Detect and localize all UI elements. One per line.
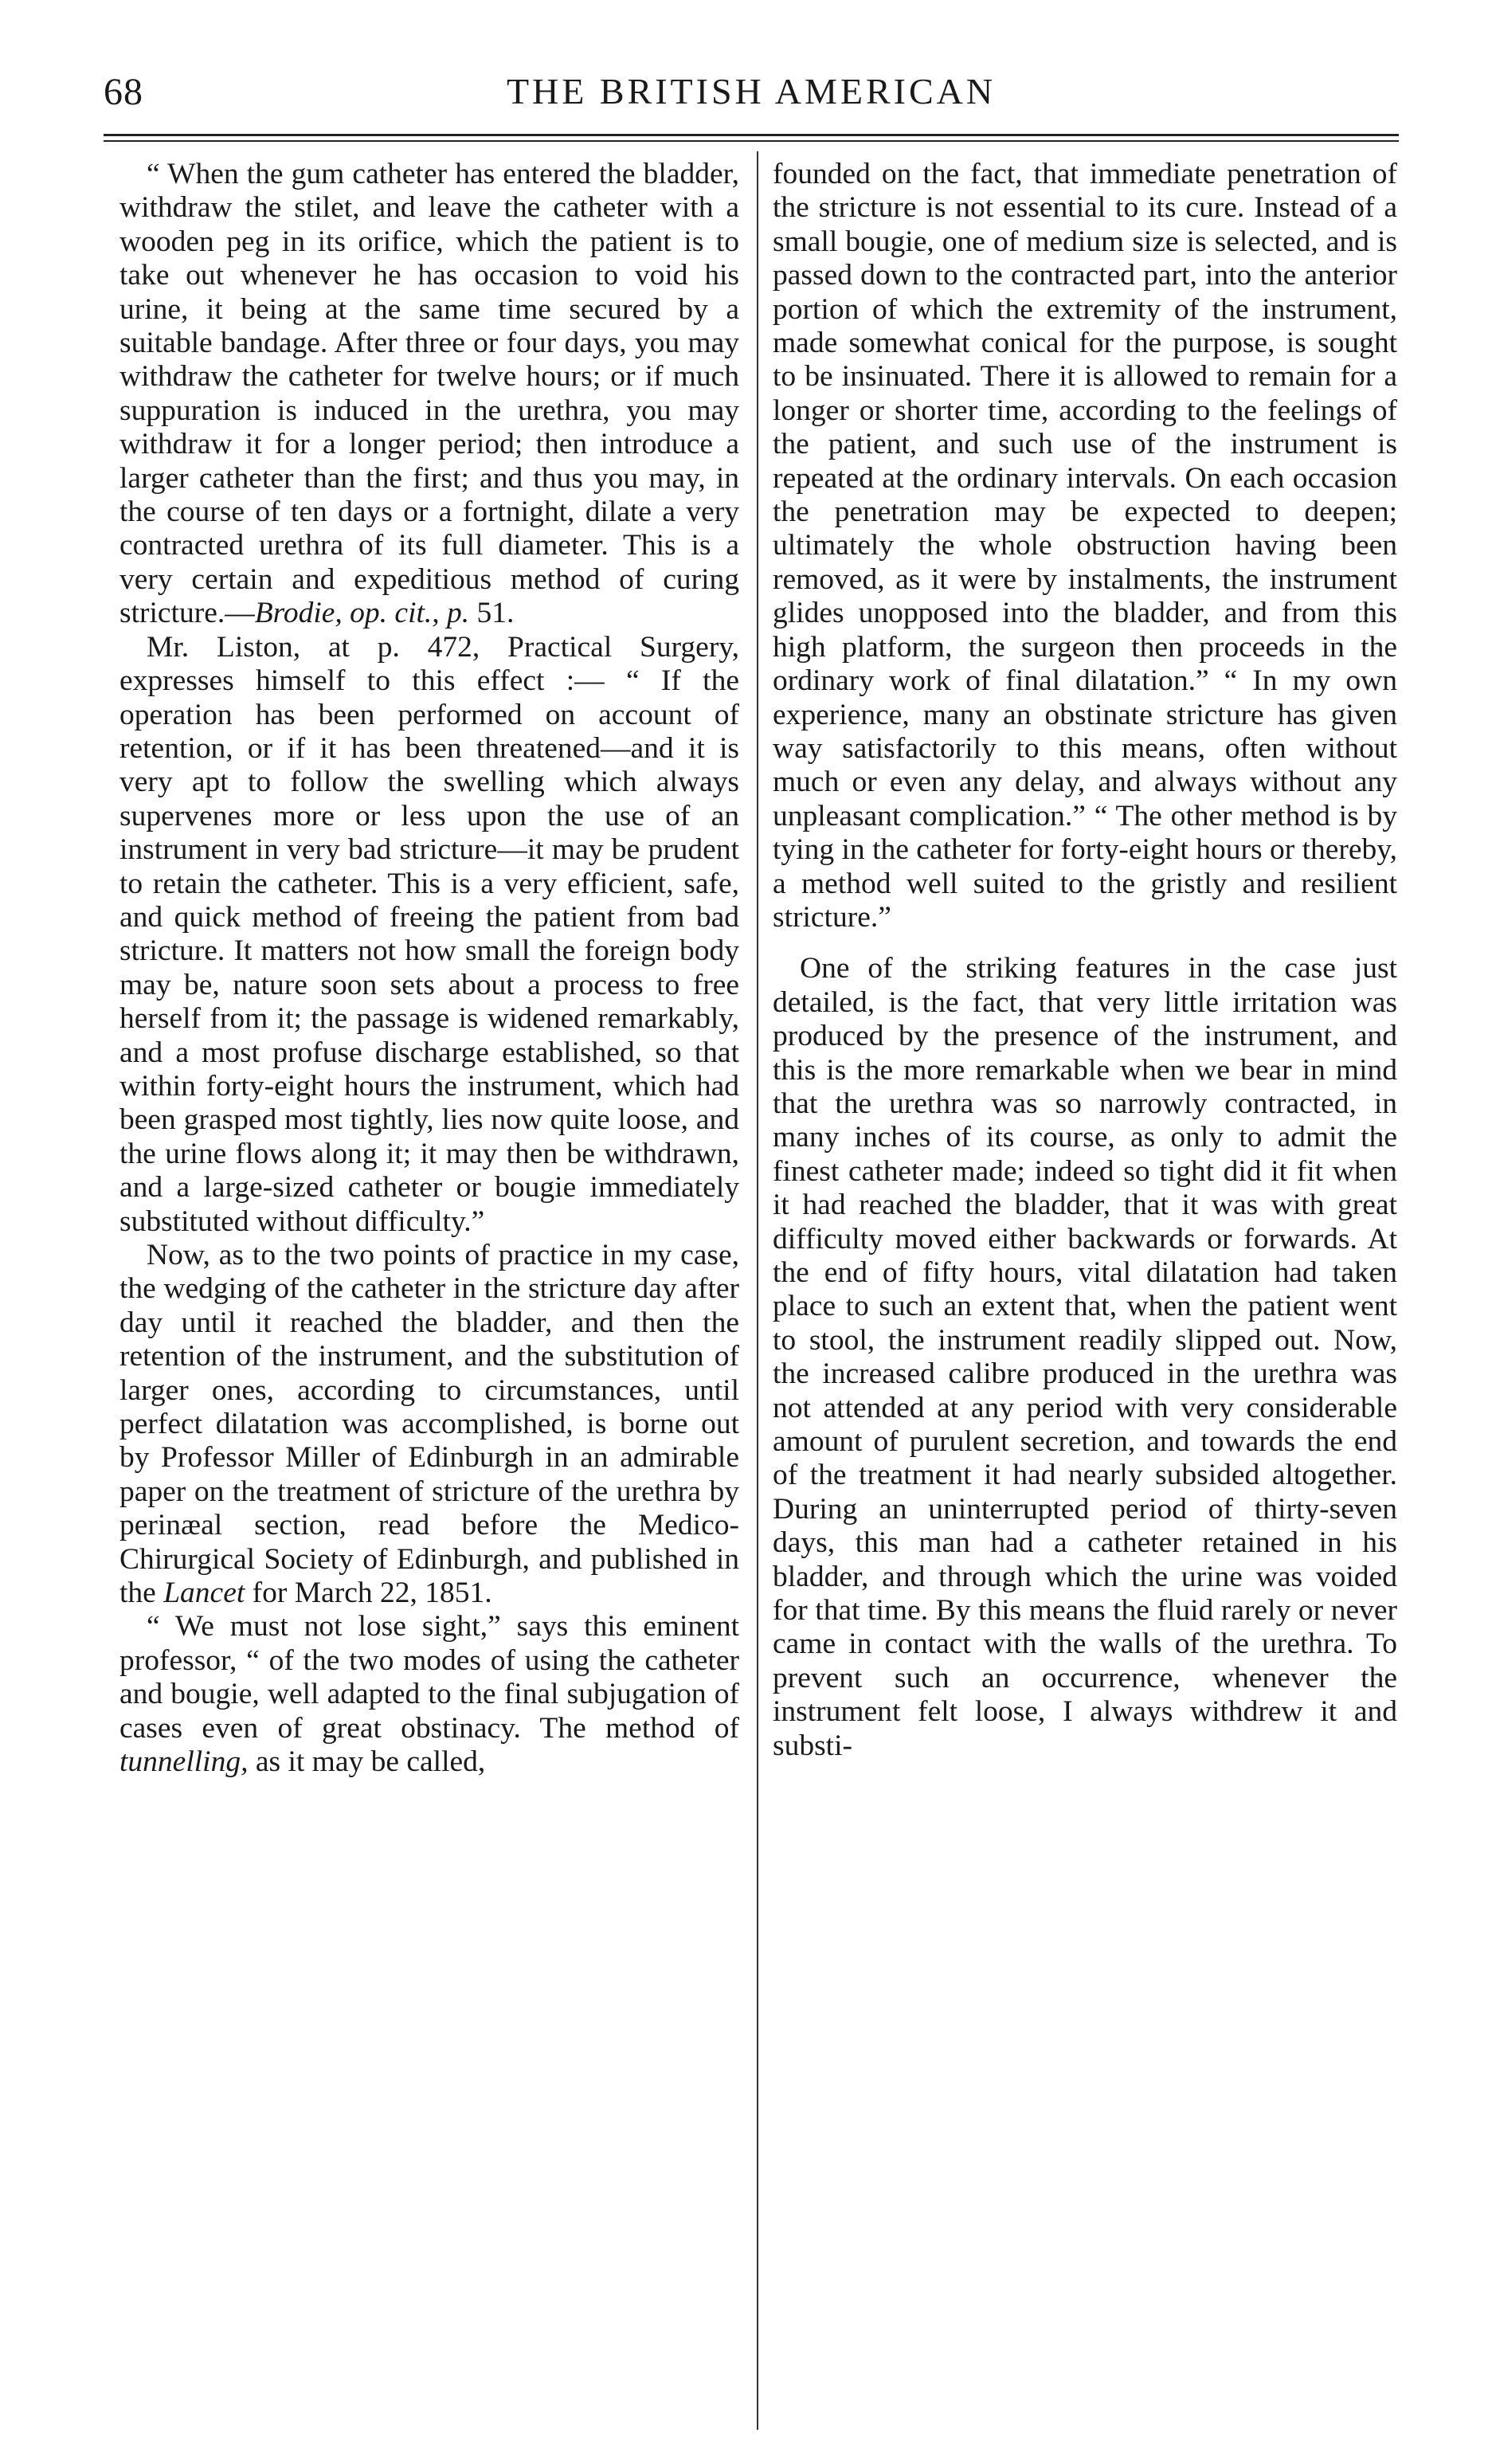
header-rule-thick bbox=[104, 134, 1399, 136]
paragraph-text: “ We must not lose sight,” says this eminent professor, “ of the two modes of using the catheter and bougie, well adapted to the final subjugation of cases even of great obstinacy. The method of bbox=[119, 1610, 739, 1745]
paragraph: Mr. Liston, at p. 472, Practical Surgery, expresses himself to this effect :— “ If the operation has been performed on account of retention, or if it has been threatened—and it is very apt to follow the swelling which always supervenes more or less upon the use of an instrument in very bad stricture—it may be prudent to retain the catheter. This is a very efficient, safe, and quick method of freeing the patient from bad stricture. It matters not how small the foreign body may be, nature soon sets about a process to free herself from it; the passage is widened remarkably, and a most profuse discharge established, so that within forty-eight hours the instrument, which had been grasped most tightly, lies now quite loose, and the urine flows along it; it may then be withdrawn, and a large-sized catheter or bougie immediately substituted without difficulty.” bbox=[119, 630, 739, 1238]
citation: Brodie, op. cit., p. bbox=[254, 597, 470, 630]
column-divider bbox=[757, 151, 758, 2430]
citation-page: 51. bbox=[469, 597, 515, 630]
paragraph: One of the striking features in the case just detailed, is the fact, that very little irritation was produced by the presence of the instrument, and this is the more remarkable when we bear in mind that the urethra was so narrowly contracted, in many inches of its course, as only to admit the finest catheter made; indeed so tight did it fit when it had reached the bladder, that it was with great difficulty moved either backwards or forwards. At the end of fifty hours, vital dilatation had taken place to such an extent that, when the patient went to stool, the instrument readily slipped out. Now, the increased calibre produced in the urethra was not attended at any period with very considerable amount of purulent secretion, and towards the end of the treatment it had nearly subsided altogether. During an uninterrupted period of thirty-seven days, this man had a catheter retained in his bladder, and through which the urine was voided for that time. By this means the fluid rarely or never came in contact with the walls of the urethra. To prevent such an occurrence, whenever the instrument felt loose, I always withdrew it and substi- bbox=[773, 952, 1397, 1762]
paragraph-text: Now, as to the two points of practice in my case, the wedging of the catheter in the stricture day after day until it reached the bladder, and then the retention of the instrument, and the substitution of larger ones, according to circumstances, until perfect dilatation was accomplished, is borne out by Professor Miller of Edinburgh in an admirable paper on the treatment of stricture of the urethra by perinæal section, read before the Medico-Chirurgical Society of Edinburgh, and published in the bbox=[119, 1239, 739, 1610]
paragraph-text: “ When the gum catheter has entered the bladder, withdraw the stilet, and leave the catheter with a wooden peg in its orifice, which the patient is to take out whenever he has occasion to void his urine, it being at the same time secured by a suitable bandage. After three or four days, you may withdraw the catheter for twelve hours; or if much suppuration is induced in the urethra, you may withdraw it for a longer period; then introduce a larger catheter than the first; and thus you may, in the course of ten days or a fortnight, dilate a very contracted urethra of its full diameter. This is a very certain and expeditious method of curing stricture.— bbox=[119, 158, 739, 630]
paragraph-text-end: as it may be called, bbox=[248, 1745, 486, 1779]
journal-title: Lancet bbox=[163, 1577, 245, 1610]
running-head: THE BRITISH AMERICAN bbox=[506, 71, 997, 112]
left-column bbox=[119, 158, 739, 1780]
paragraph bbox=[119, 1239, 739, 1610]
emphasis: tunnelling, bbox=[119, 1745, 249, 1779]
paragraph bbox=[119, 158, 739, 631]
paragraph: founded on the fact, that immediate penetration of the stricture is not essential to its cure. Instead of a small bougie, one of medium size is selected, and is passed down to the contracted part, into the anterior portion of which the extremity of the instrument, made somewhat conical for the purpose, is sought to be insinuated. There it is allowed to remain for a longer or shorter time, according to the feelings of the patient, and such use of the instrument is repeated at the ordinary intervals. On each occasion the penetration may be expected to deepen; ultimately the whole obstruction having been removed, as it were by instalments, the instrument glides unopposed into the bladder, and from this high platform, the surgeon then proceeds in the ordinary work of final dilatation.” “ In my own experience, many an obstinate stricture has given way satisfactorily to this means, often without much or even any delay, and always without any unpleasant complication.” “ The other method is by tying in the catheter for forty-eight hours or thereby, a method well suited to the gristly and resilient stricture.” bbox=[773, 158, 1397, 934]
page-header bbox=[104, 65, 1399, 129]
page-number: 68 bbox=[104, 71, 143, 113]
header-rule-thin bbox=[104, 140, 1399, 142]
paragraph-text-end: for March 22, 1851. bbox=[245, 1577, 492, 1610]
paragraph bbox=[119, 1610, 739, 1779]
right-column bbox=[773, 158, 1397, 1763]
